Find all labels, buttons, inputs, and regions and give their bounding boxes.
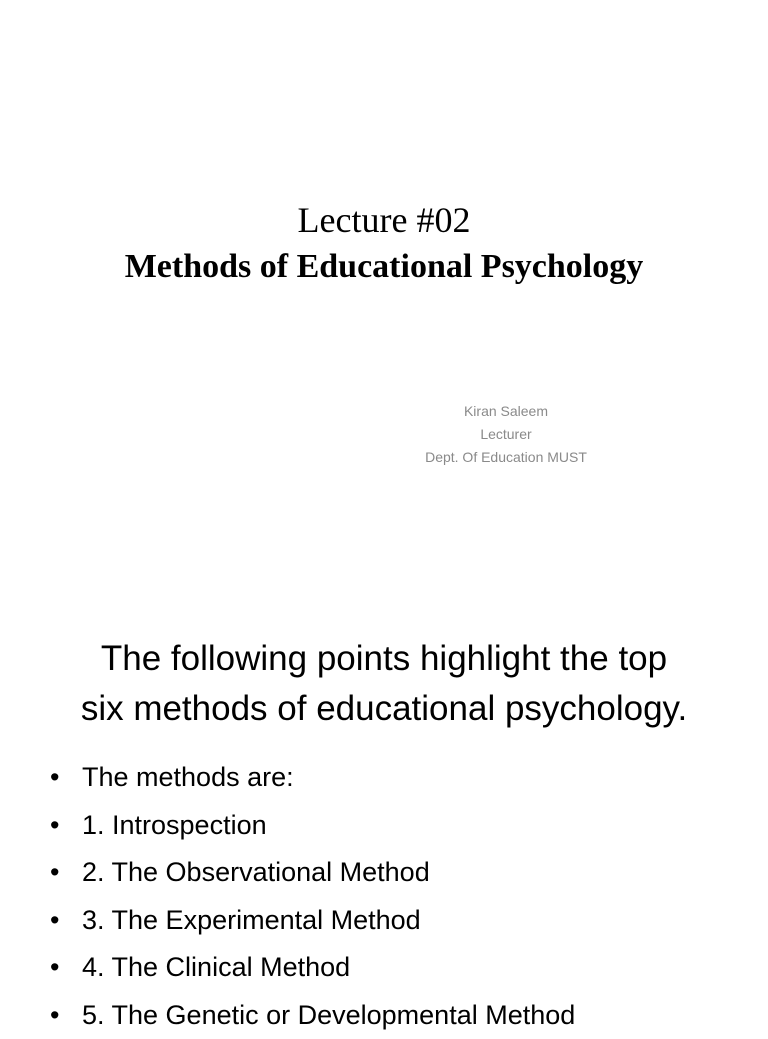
slide-heading-line-2: six methods of educational psychology. [0, 684, 768, 734]
lecture-number: Lecture #02 [0, 198, 768, 242]
list-item-text: 2. The Observational Method [82, 857, 430, 887]
author-department: Dept. Of Education MUST [380, 446, 632, 469]
slide-heading [0, 634, 768, 734]
methods-slide [0, 576, 768, 1024]
lecture-title: Methods of Educational Psychology [0, 245, 768, 289]
bullet-icon: • [50, 802, 59, 850]
bullet-icon: • [50, 897, 59, 945]
author-name: Kiran Saleem [380, 400, 632, 423]
list-item-text: 4. The Clinical Method [82, 952, 350, 982]
author-block [380, 400, 632, 469]
list-item-text: 1. Introspection [82, 810, 267, 840]
list-item [50, 802, 575, 850]
list-item-text: 3. The Experimental Method [82, 905, 421, 935]
list-item-text: The methods are: [82, 762, 294, 792]
list-item [50, 992, 575, 1039]
author-role: Lecturer [380, 423, 632, 446]
slide-heading-line-1: The following points highlight the top [0, 634, 768, 684]
bullet-icon: • [50, 944, 59, 992]
list-item [50, 754, 575, 802]
list-item [50, 849, 575, 897]
bullet-icon: • [50, 754, 59, 802]
bullet-icon: • [50, 849, 59, 897]
bullet-icon: • [50, 992, 59, 1039]
list-item [50, 897, 575, 945]
list-item [50, 944, 575, 992]
list-item-text: 5. The Genetic or Developmental Method [82, 1000, 575, 1030]
methods-list [50, 754, 575, 1039]
